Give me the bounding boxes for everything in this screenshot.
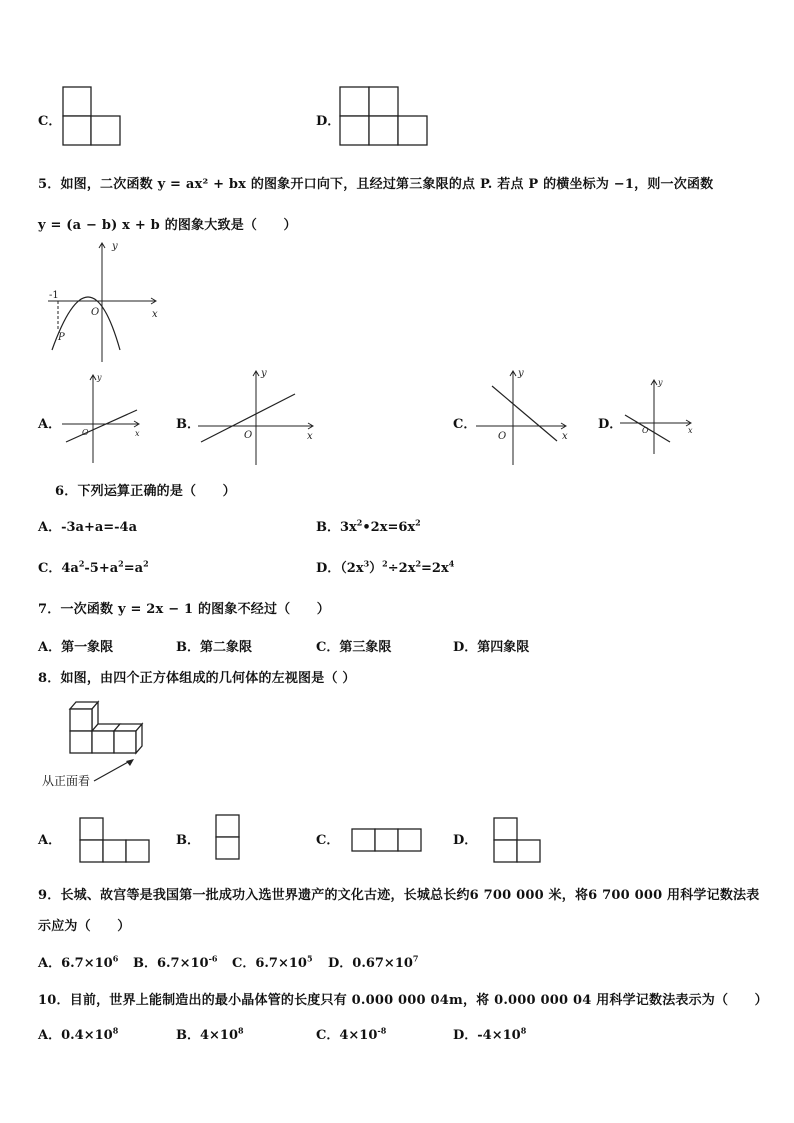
q8-stem: 8．如图，由四个正方体组成的几何体的左视图是（ ） (38, 671, 356, 686)
q6-option-c: C．$4a^2-5+a^2=a^2$ (38, 558, 149, 576)
q5-c-o-label: O (498, 431, 507, 442)
q10-stem: 10．目前，世界上能制造出的最小晶体管的长度只有 0.000 000 04m，将 0.000 000 04 用科学记数法表示为（ ） (38, 993, 768, 1008)
q5-graph-y-label: y (112, 241, 118, 252)
q8-option-a-label: A． (38, 833, 62, 848)
q4-option-c-figure (62, 86, 122, 146)
q5-option-c-label: C． (453, 417, 477, 432)
q5-a-x-label: x (135, 429, 140, 438)
q5-b-y-label: y (261, 368, 267, 379)
q10-option-c: C．$4\times 10^{-8}$ (316, 1025, 387, 1043)
q8-option-d-figure (493, 817, 543, 865)
q8-view-label: 从正面看 (42, 774, 91, 788)
q6-option-d: D．$(2x^3)^2\div 2x^2=2x^4$ (316, 558, 455, 576)
q10-option-a: A．$0.4\times 10^8$ (38, 1025, 119, 1043)
q4-option-d-label: D． (316, 114, 341, 129)
q5-graph-neg1-label: -1 (49, 290, 59, 301)
q5-stem-line2: y = (a − b) x + b 的图象大致是（ ） (38, 218, 297, 233)
q5-graph-x-label: x (152, 309, 158, 320)
q5-option-c-graph (476, 366, 576, 466)
q8-option-b-figure (215, 814, 241, 862)
q5-stem-line1: 5．如图，二次函数 y = ax² + bx 的图象开口向下，且经过第三象限的点 P. 若点 P 的横坐标为 −1，则一次函数 (38, 177, 714, 192)
q5-option-d-label: D． (598, 417, 623, 432)
q9-stem-line2: 示应为（ ） (38, 919, 131, 934)
q5-d-x-label: x (688, 426, 693, 435)
q5-d-o-label: O (642, 426, 649, 435)
q9-option-d: D．$0.67\times 10^7$ (328, 953, 419, 971)
q7-option-d: D．第四象限 (453, 640, 530, 655)
q6-stem: 6．下列运算正确的是（ ） (55, 484, 236, 499)
q8-option-d-label: D． (453, 833, 478, 848)
q5-b-o-label: O (244, 430, 253, 441)
q5-option-b-label: B． (176, 417, 200, 432)
q7-stem: 7．一次函数 y = 2x − 1 的图象不经过（ ） (38, 602, 330, 617)
q8-cubes-figure (68, 697, 158, 757)
q6-option-a: A．-3a+a=-4a (38, 520, 138, 535)
q8-option-a-figure (79, 817, 151, 865)
q5-option-b-graph (198, 366, 323, 466)
q8-option-c-label: C． (316, 833, 340, 848)
q5-b-x-label: x (307, 431, 313, 442)
q5-option-d-graph (620, 375, 700, 455)
q6-option-b: B．$3x^2•2x=6x^2$ (316, 517, 421, 535)
q5-c-y-label: y (518, 368, 524, 379)
q5-parabola-graph (38, 238, 163, 366)
q7-option-c: C．第三象限 (316, 640, 392, 655)
q9-option-a: A．$6.7\times 10^6$ (38, 953, 119, 971)
q5-option-a-label: A． (38, 417, 62, 432)
q5-graph-origin-label: O (91, 307, 100, 318)
q5-c-x-label: x (562, 431, 568, 442)
q4-option-c-label: C． (38, 114, 62, 129)
q5-option-a-graph (62, 370, 147, 465)
q5-graph-p-label: P (58, 332, 65, 343)
q7-option-a: A．第一象限 (38, 640, 114, 655)
q10-option-d: D．$-4\times 10^8$ (453, 1025, 527, 1043)
q5-a-o-label: O (82, 428, 89, 437)
q9-option-b: B．$6.7\times 10^{-6}$ (133, 953, 218, 971)
q4-option-d-figure (339, 86, 431, 146)
q7-option-b: B．第二象限 (176, 640, 252, 655)
q10-option-b: B．$4\times 10^8$ (176, 1025, 244, 1043)
q8-option-b-label: B． (176, 833, 200, 848)
q5-a-y-label: y (97, 373, 102, 382)
q8-option-c-figure (351, 828, 423, 854)
q5-d-y-label: y (658, 378, 663, 387)
q8-view-arrow (90, 755, 140, 785)
q9-option-c: C．$6.7\times 10^5$ (232, 953, 313, 971)
q9-stem-line1: 9．长城、故宫等是我国第一批成功入选世界遗产的文化古迹，长城总长约6 700 000 米，将6 700 000 用科学记数法表 (38, 888, 760, 903)
